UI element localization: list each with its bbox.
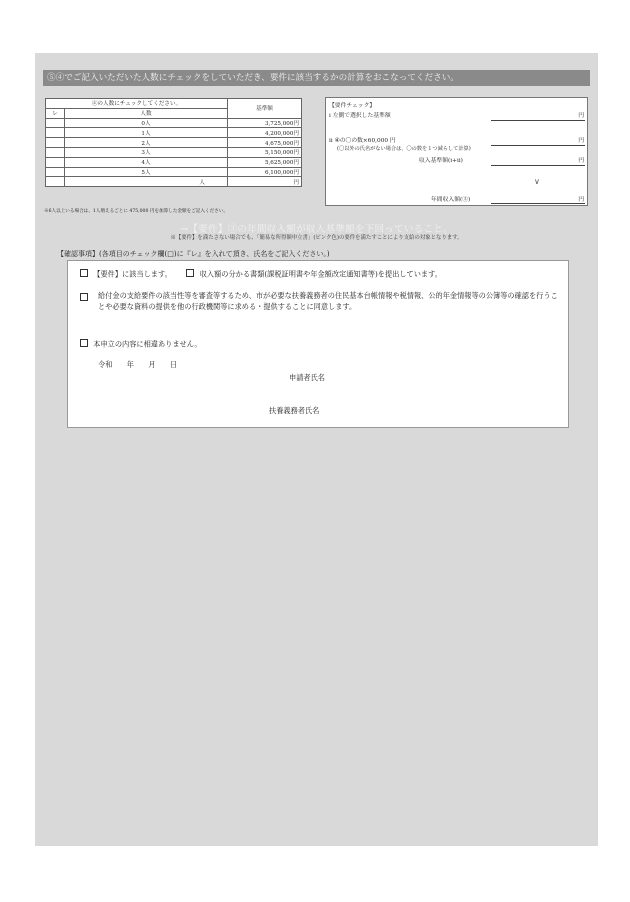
- confirm-heading: 【確認事項】(各項目のチェック欄(□)に『レ』を入れて頂き、氏名をご記入ください。): [57, 250, 330, 258]
- base-amount-table: [45, 98, 302, 187]
- amount-cell: 4,675,000円: [228, 138, 302, 148]
- check-line-income-base: 収入基準額(ⅰ+ⅱ): [419, 158, 463, 164]
- count-cell: 4人: [65, 157, 228, 167]
- section-banner: ⑤④でご記入いただいた人数にチェックをしていただき、要件に該当するかの計算をおこなってください。: [43, 70, 590, 86]
- less-than-symbol: ∨: [534, 177, 540, 186]
- check-cell[interactable]: [46, 128, 65, 138]
- item1b-label: 収入額の分かる書類(課税証明書や年金額改定通知書等)を提出しています。: [199, 269, 442, 279]
- yen-label: 円: [578, 138, 584, 144]
- check-line-count-note: (〇以外の氏名がない場合は、〇の数を１つ減らして計算): [337, 146, 471, 152]
- annual-income-field[interactable]: [491, 203, 585, 204]
- amount-cell: 4,200,000円: [228, 128, 302, 138]
- income-base-field[interactable]: [491, 165, 585, 166]
- count-cell: 2人: [65, 138, 228, 148]
- requirement-note: ※【要件】を満たさない場合でも、「簡易な所得額申立書」(ピンク色)の要件を満たすことにより支給の対象となります。: [170, 235, 463, 241]
- date-line[interactable]: 令和 年 月 日: [98, 360, 178, 369]
- check-line-base: ⅰ 左側で選択した基準額: [329, 113, 391, 119]
- table-row: [46, 118, 302, 128]
- yen-label: 円: [578, 158, 584, 164]
- confirm-box: [67, 260, 569, 428]
- requirement-statement: →【要件】③の年間収入額が収入基準額を下回っていること。: [180, 224, 453, 235]
- yen-label: 円: [578, 197, 584, 203]
- form-sheet: [35, 53, 598, 846]
- check-line-annual-income: 年間収入額(③): [431, 197, 471, 203]
- check-cell[interactable]: [46, 167, 65, 177]
- item2-label: 給付金の支給要件の該当性等を審査等するため、市が必要な扶養義務者の住民基本台帳情報や税情報、公的年金情報等の公簿等の確認を行うことや必要な資料の提供を他の行政機関等に求める・提供することに同意します。: [98, 291, 558, 311]
- table-row: [46, 177, 302, 187]
- amount-cell: 6,100,000円: [228, 167, 302, 177]
- item3-label: 本申立の内容に相違ありません。: [93, 339, 202, 349]
- table-row: [46, 167, 302, 177]
- checkbox-requirement[interactable]: [80, 269, 88, 277]
- check-title: 【要件チェック】: [329, 103, 376, 109]
- item1-label: 【要件】に該当します。: [93, 269, 172, 279]
- table-row: [46, 138, 302, 148]
- amount-cell: 5,150,000円: [228, 147, 302, 157]
- check-line-count: ⅱ ④の〇の数×60,000 円: [329, 138, 396, 144]
- count-cell: 1人: [65, 128, 228, 138]
- table-row: [46, 157, 302, 167]
- amount-cell-input[interactable]: 円: [228, 177, 302, 187]
- count-cell-input[interactable]: 人: [65, 177, 228, 187]
- table-header-count: 人数: [65, 108, 228, 118]
- count-cell: 5人: [65, 167, 228, 177]
- check-cell[interactable]: [46, 138, 65, 148]
- checkbox-declaration[interactable]: [80, 339, 88, 347]
- amount-cell: 3,725,000円: [228, 118, 302, 128]
- table-row: [46, 128, 302, 138]
- count-amount-field[interactable]: [491, 145, 585, 146]
- table-row: [46, 147, 302, 157]
- checkbox-income-document[interactable]: [186, 269, 194, 277]
- count-cell: 0人: [65, 118, 228, 128]
- table-header-base: 基準額: [228, 99, 302, 119]
- table-footnote: ※6人以上いる場合は、1人増えるごとに 475,000 円を加算した金額をご記入ください。: [44, 209, 228, 214]
- supporter-name-label: 扶養義務者氏名: [269, 406, 320, 415]
- check-cell[interactable]: [46, 157, 65, 167]
- table-header-check: レ: [46, 108, 65, 118]
- requirement-check-box: [325, 97, 588, 206]
- check-cell[interactable]: [46, 118, 65, 128]
- checkbox-consent[interactable]: [80, 293, 88, 301]
- amount-cell: 5,625,000円: [228, 157, 302, 167]
- count-cell: 3人: [65, 147, 228, 157]
- applicant-name-label: 申請者氏名: [289, 373, 325, 382]
- table-header-instruction: ④の人数にチェックしてください。: [46, 99, 228, 109]
- check-cell[interactable]: [46, 177, 65, 187]
- base-amount-field[interactable]: [491, 120, 585, 121]
- check-cell[interactable]: [46, 147, 65, 157]
- yen-label: 円: [578, 113, 584, 119]
